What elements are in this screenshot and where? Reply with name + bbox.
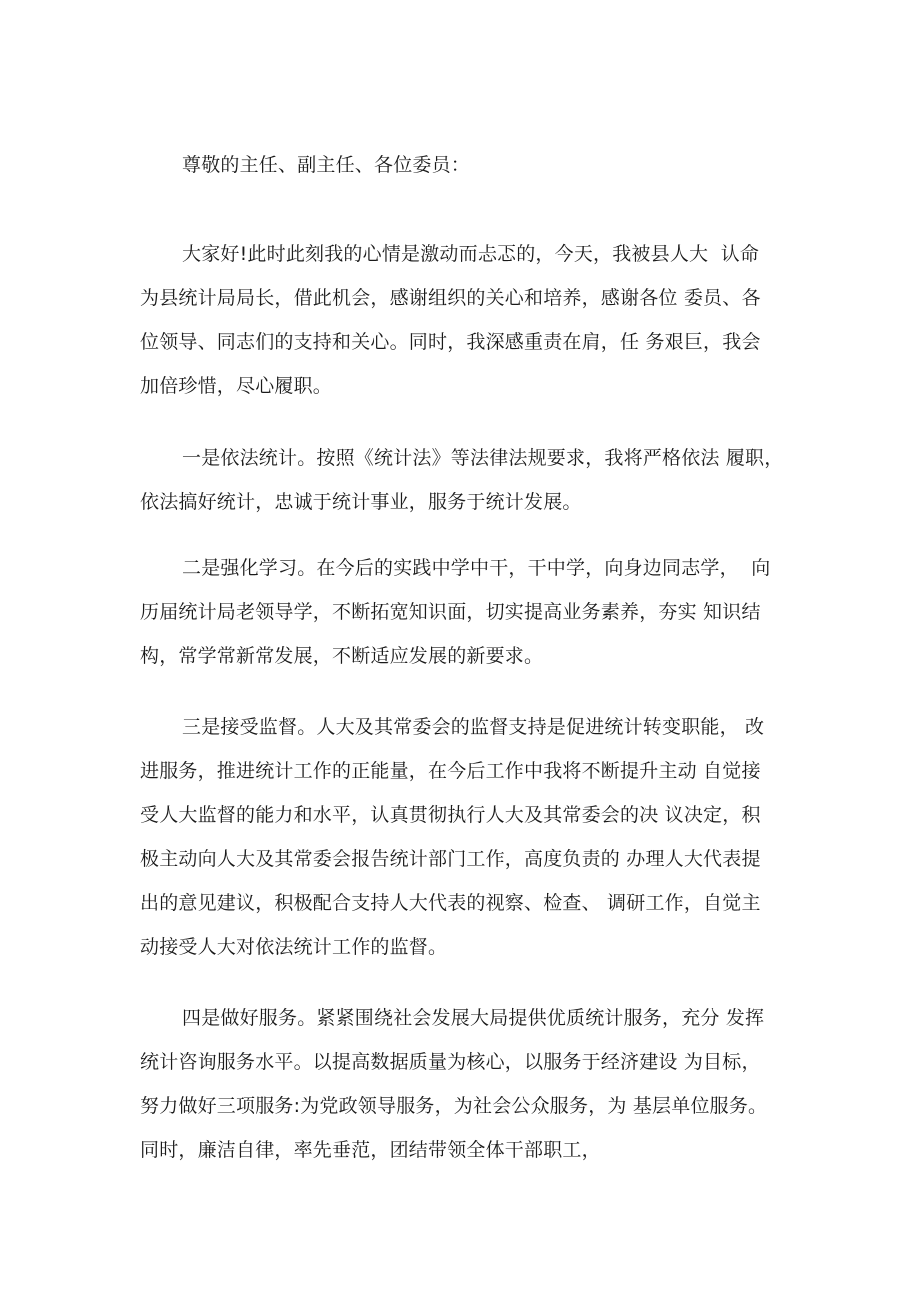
paragraph-4-line-5: 出的意见建议，积极配合支持人大代表的视察、检查、 调研工作，自觉主 xyxy=(140,892,761,914)
paragraph-1-line-1: 大家好!此时此刻我的心情是激动而忐忑的，今天，我被县人大 认命 xyxy=(182,243,760,265)
paragraph-1-line-4: 加倍珍惜，尽心履职。 xyxy=(140,375,333,397)
salutation: 尊敬的主任、副主任、各位委员： xyxy=(182,154,471,176)
paragraph-4-line-1: 三是接受监督。人大及其常委会的监督支持是促进统计转变职能， 改 xyxy=(182,716,765,738)
paragraph-1-line-2: 为县统计局局长，借此机会，感谢组织的关心和培养，感谢各位 委员、各 xyxy=(140,287,761,309)
paragraph-3-line-3: 构，常学常新常发展，不断适应发展的新要求。 xyxy=(140,645,544,667)
paragraph-3-line-2: 历届统计局老领导学，不断拓宽知识面，切实提高业务素养，夯实 知识结 xyxy=(140,601,761,623)
paragraph-4-line-4: 极主动向人大及其常委会报告统计部门工作，高度负责的 办理人大代表提 xyxy=(140,848,761,870)
paragraph-4-line-2: 进服务，推进统计工作的正能量，在今后工作中我将不断提升主动 自觉接 xyxy=(140,760,761,782)
paragraph-2-line-2: 依法搞好统计，忠诚于统计事业，服务于统计发展。 xyxy=(140,491,582,513)
paragraph-4-line-3: 受人大监督的能力和水平，认真贯彻执行人大及其常委会的决 议决定，积 xyxy=(140,804,761,826)
paragraph-3-line-1: 二是强化学习。在今后的实践中学中干，干中学，向身边同志学， 向 xyxy=(182,557,771,579)
paragraph-5-line-3: 努力做好三项服务:为党政领导服务，为社会公众服务，为 基层单位服务。 xyxy=(140,1095,768,1117)
paragraph-5-line-4: 同时，廉洁自律，率先垂范，团结带领全体干部职工， xyxy=(140,1139,601,1161)
paragraph-5-line-2: 统计咨询服务水平。以提高数据质量为核心，以服务于经济建设 为目标， xyxy=(140,1051,761,1073)
paragraph-4-line-6: 动接受人大对依法统计工作的监督。 xyxy=(140,936,448,958)
paragraph-1-line-3: 位领导、同志们的支持和关心。同时，我深感重责在肩，任 务艰巨，我会 xyxy=(140,331,761,353)
paragraph-2-line-1: 一是依法统计。按照《统计法》等法律法规要求，我将严格依法 履职， xyxy=(182,447,784,469)
paragraph-5-line-1: 四是做好服务。紧紧围绕社会发展大局提供优质统计服务，充分 发挥 xyxy=(182,1007,765,1029)
